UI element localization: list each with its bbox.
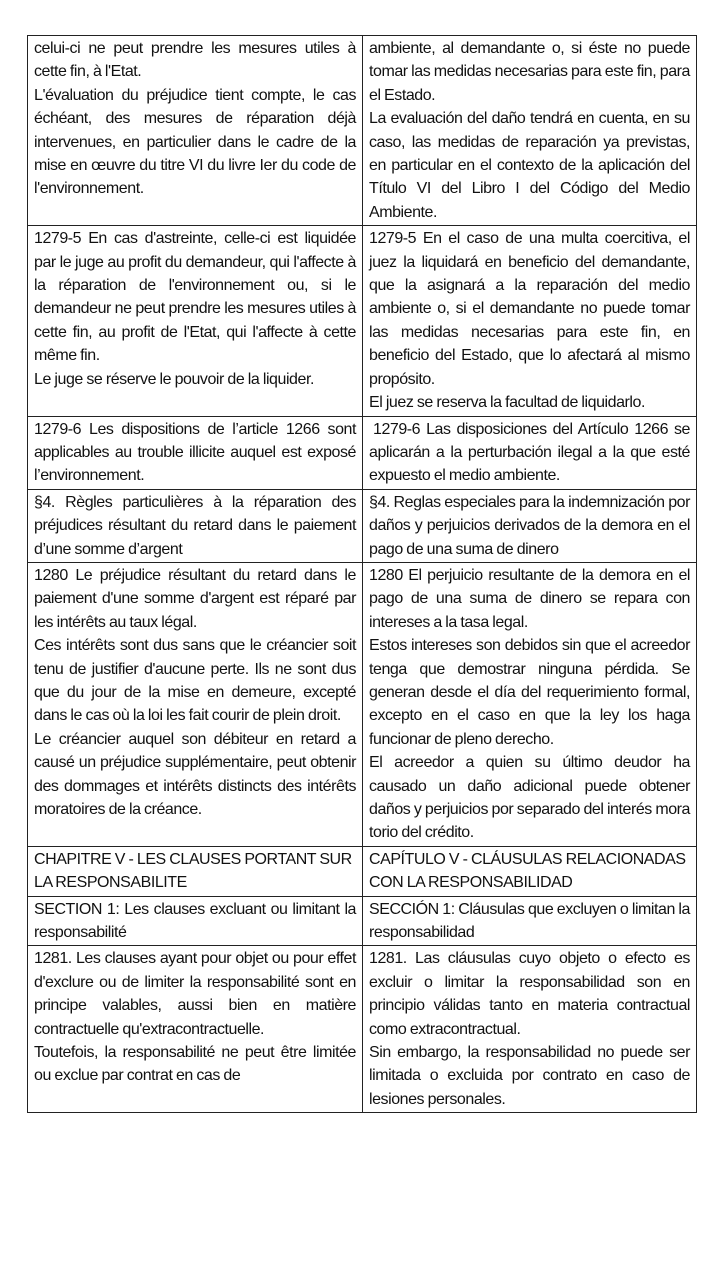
section-heading: §4. Règles particulières à la réparation des préjudices résultant du retard dans le paiement d’une somme d’argent <box>34 493 356 558</box>
table-row <box>28 226 697 416</box>
french-cell <box>28 36 363 226</box>
table-row <box>28 416 697 489</box>
french-cell <box>28 226 363 416</box>
spanish-cell <box>363 36 697 226</box>
table-row <box>28 36 697 226</box>
section-heading: SECCIÓN 1: Cláusulas que excluyen o limitan la responsabilidad <box>369 900 690 942</box>
paragraph: 1279-5 En el caso de una multa coercitiva, el juez la liquidará en beneficio del demandante, que la asignará a la reparación del medio ambiente o, si el demandante no puede tomar las medidas necesarias para este fin, en beneficio del Estado, que lo afectará al mismo propósito. <box>369 230 690 388</box>
paragraph: Toutefois, la responsabilité ne peut être limitée ou exclue par contrat en cas de <box>34 1044 356 1085</box>
paragraph: Sin embargo, la responsabilidad no puede ser limitada o excluida por contrato en caso de lesiones personales. <box>369 1044 690 1108</box>
spanish-cell <box>363 416 697 489</box>
spanish-cell <box>363 226 697 416</box>
paragraph: 1279-5 En cas d'astreinte, celle-ci est liquidée par le juge au profit du demandeur, qui l'affecte à la réparation de l'environnement ou, si le demandeur ne peut prendre les mesures utiles à cette fin, au profit de l'Etat, qui l'affecte à cette même fin. <box>34 230 356 365</box>
bilingual-table <box>27 35 697 1113</box>
paragraph: El acreedor a quien su último deudor ha causado un daño adicional puede obtener daños y perjuicios por separado del interés mora torio del crédito. <box>369 754 690 842</box>
spanish-cell <box>363 489 697 562</box>
paragraph: Ces intérêts sont dus sans que le créancier soit tenu de justifier d'aucune perte. Ils ne sont dus que du jour de la mise en demeure, excepté dans le cas où la loi les fait courir de plein droit. <box>34 637 356 725</box>
spanish-cell <box>363 846 697 896</box>
french-cell <box>28 896 363 946</box>
french-cell <box>28 416 363 489</box>
paragraph: celui-ci ne peut prendre les mesures utiles à cette fin, à l'Etat. <box>34 40 356 81</box>
section-heading: SECTION 1: Les clauses excluant ou limitant la responsabilité <box>34 900 356 942</box>
paragraph: 1281. Las cláusulas cuyo objeto o efecto es excluir o limitar la responsabilidad son en principio válidas tanto en materia contractual como extracontractual. <box>369 950 690 1038</box>
chapter-heading: CAPÍTULO V - CLÁUSULAS RELACIONADAS CON LA RESPONSABILIDAD <box>369 850 686 892</box>
paragraph: 1279-6 Les dispositions de l’article 1266 sont applicables au trouble illicite auquel est exposé l’environnement. <box>34 420 356 485</box>
paragraph: Le juge se réserve le pouvoir de la liquider. <box>34 370 314 388</box>
paragraph: 1281. Les clauses ayant pour objet ou pour effet d'exclure ou de limiter la responsabilité sont en principe valables, aussi bien en matière contractuelle qu'extracontractuelle. <box>34 950 356 1038</box>
paragraph: El juez se reserva la facultad de liquidarlo. <box>369 394 645 412</box>
spanish-cell <box>363 896 697 946</box>
french-cell <box>28 562 363 846</box>
document-page <box>27 35 690 1113</box>
section-heading: §4. Reglas especiales para la indemnización por daños y perjuicios derivados de la demora en el pago de una suma de dinero <box>369 493 690 558</box>
chapter-heading: CHAPITRE V - LES CLAUSES PORTANT SUR LA RESPONSABILITE <box>34 850 352 892</box>
table-row <box>28 846 697 896</box>
paragraph: Estos intereses son debidos sin que el acreedor tenga que demostrar ninguna pérdida. Se generan desde el día del requerimiento formal, excepto en el caso en que la ley los haga funcionar de pleno derecho. <box>369 637 690 748</box>
french-cell <box>28 946 363 1113</box>
table-row <box>28 946 697 1113</box>
paragraph: Le créancier auquel son débiteur en retard a causé un préjudice supplémentaire, peut obtenir des dommages et intérêts distincts des intérêts moratoires de la créance. <box>34 730 356 818</box>
spanish-cell <box>363 946 697 1113</box>
table-row <box>28 562 697 846</box>
spanish-cell <box>363 562 697 846</box>
french-cell <box>28 489 363 562</box>
paragraph: 1280 El perjuicio resultante de la demora en el pago de una suma de dinero se repara con intereses a la tasa legal. <box>369 566 690 631</box>
paragraph: L'évaluation du préjudice tient compte, le cas échéant, des mesures de réparation déjà intervenues, en particulier dans le cadre de la mise en œuvre du titre VI du livre Ier du code de l'environnement. <box>34 86 356 198</box>
table-row <box>28 896 697 946</box>
french-cell <box>28 846 363 896</box>
table-row <box>28 489 697 562</box>
paragraph: La evaluación del daño tendrá en cuenta, en su caso, las medidas de reparación ya previstas, en particular en el contexto de la aplicación del Título VI del Libro I del Código del Medio Ambiente. <box>369 110 690 221</box>
paragraph: 1280 Le préjudice résultant du retard dans le paiement d'une somme d'argent est réparé par les intérêts au taux légal. <box>34 566 356 631</box>
paragraph: ambiente, al demandante o, si éste no puede tomar las medidas necesarias para este fin, para el Estado. <box>369 40 690 104</box>
paragraph: 1279-6 Las disposiciones del Artículo 1266 se aplicarán a la perturbación ilegal a la que esté expuesto el medio ambiente. <box>369 420 690 485</box>
